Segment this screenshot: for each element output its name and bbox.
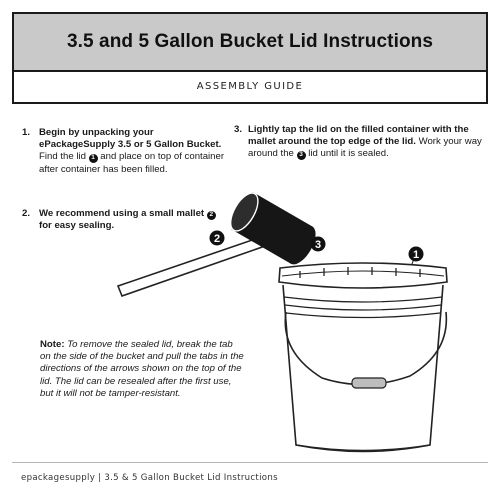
callout-mallet — [210, 231, 225, 246]
lid-number-badge: 1 — [89, 154, 98, 163]
step-bold-text: Begin by unpacking your ePackageSupply 3.5 or 5 Gallon Bucket. — [39, 127, 222, 151]
step-number: 3. — [234, 124, 243, 135]
step-text: and place on top of container after container has been filled. — [39, 151, 225, 175]
tap-number-badge: 3 — [297, 151, 306, 160]
page-subtitle: ASSEMBLY GUIDE — [196, 80, 304, 92]
step-text: Work your way around the — [248, 136, 482, 160]
svg-text:2: 2 — [213, 233, 221, 245]
step-bold-text: We recommend using a small mallet — [39, 208, 205, 219]
lid — [279, 263, 447, 288]
step-bold-text: Lightly tap the lid on the filled container with the mallet around the top edge of the lid. — [248, 124, 469, 148]
step-text: Find the lid — [39, 151, 86, 163]
mallet-number-badge: 2 — [207, 211, 216, 220]
bucket — [283, 285, 443, 452]
note-label: Note: — [40, 339, 65, 350]
page-title: 3.5 and 5 Gallon Bucket Lid Instructions — [66, 31, 434, 52]
step-text: lid until it is sealed. — [308, 148, 389, 160]
note-block — [40, 339, 245, 400]
svg-text:3: 3 — [314, 239, 322, 251]
mallet-handle — [118, 236, 268, 296]
callout-lid — [409, 247, 424, 265]
step-number: 2. — [22, 208, 31, 219]
bucket-handle — [285, 312, 446, 388]
svg-text:1: 1 — [412, 249, 420, 261]
step-number: 1. — [22, 127, 31, 138]
callout-tap — [311, 237, 326, 252]
step-bold-text: for easy sealing. — [39, 220, 115, 232]
footer-divider — [12, 462, 488, 463]
footer-text: epackagesupply | 3.5 & 5 Gallon Bucket Lid Instructions — [21, 473, 278, 483]
handle-grip — [352, 378, 386, 388]
note-text: To remove the sealed lid, break the tab on the side of the bucket and pull the tabs in the directions of the arrows shown on the top of the lid. The lid can be resealed after the first use, but it will not be tamper-resistant. — [40, 339, 244, 399]
